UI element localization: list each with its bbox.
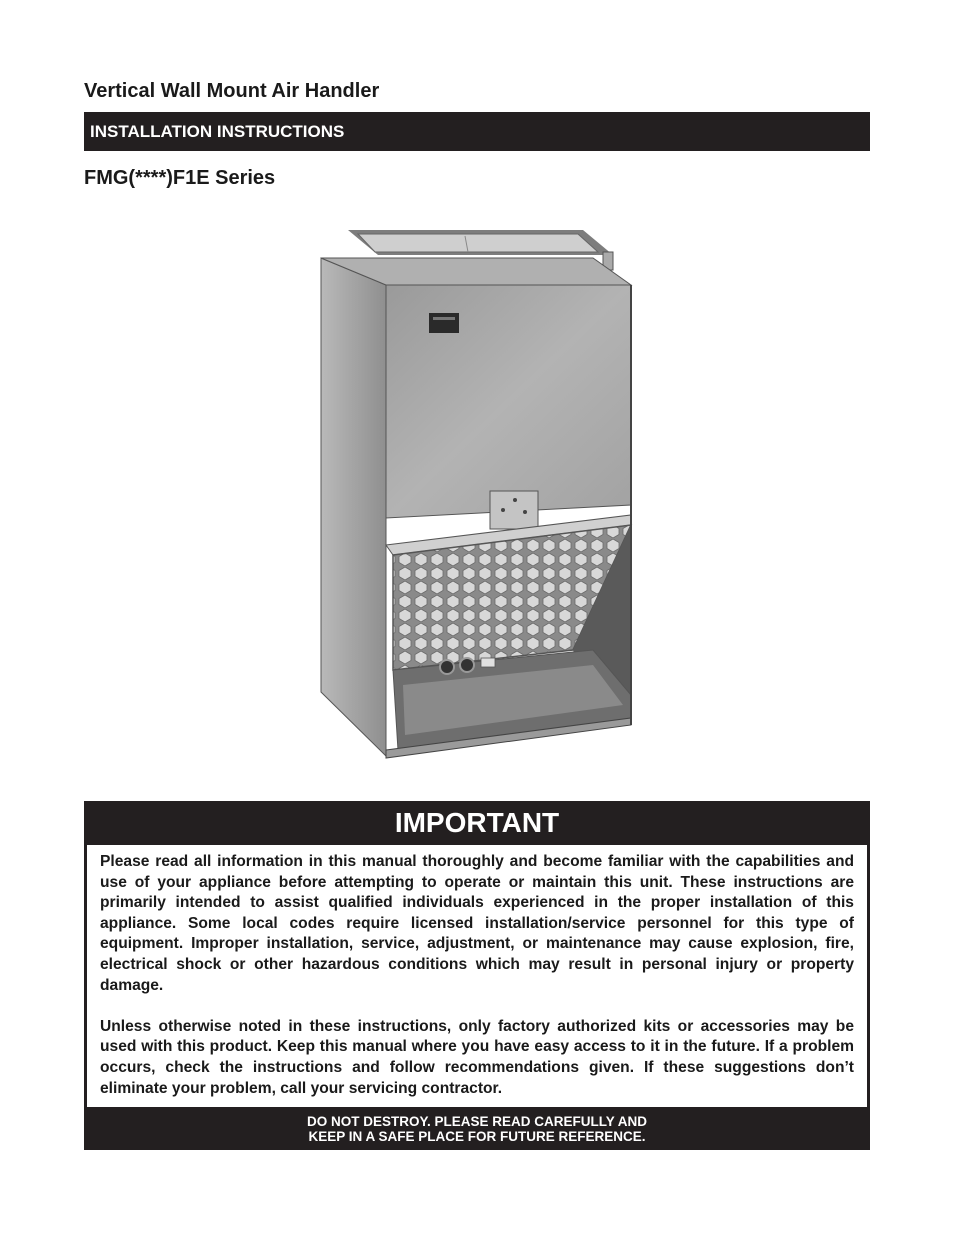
footer-line-2: KEEP IN A SAFE PLACE FOR FUTURE REFERENCE. bbox=[308, 1129, 646, 1144]
important-footer bbox=[84, 1114, 870, 1144]
important-paragraph-2: Unless otherwise noted in these instructions, only factory authorized kits or accessories may be used with this product. Keep this manual where you have easy access to it in the future. If a problem occurs, check the instructions and follow recommendations given. If these suggestions don’t eliminate your problem, call your servicing contractor. bbox=[100, 1017, 854, 1097]
important-body bbox=[87, 845, 867, 1107]
important-notice bbox=[84, 801, 870, 1150]
air-handler-photo bbox=[253, 160, 705, 796]
series-label: FMG(****)F1E Series bbox=[84, 167, 276, 189]
document-title: Vertical Wall Mount Air Handler bbox=[84, 80, 380, 102]
important-paragraph-1: Please read all information in this manual thoroughly and become familiar with the capabilities and use of your appliance before attempting to operate or maintain this unit. These instructions are primarily intended to assist qualified individuals experienced in the proper installation of this appliance. Some local codes require licensed installation/service personnel for this type of equipment. Improper installation, service, adjustment, or maintenance may cause explosion, fire, electrical shock or other hazardous conditions which may result in personal injury or property damage. bbox=[100, 853, 854, 994]
important-heading: IMPORTANT bbox=[394, 807, 560, 838]
footer-line-1: DO NOT DESTROY. PLEASE READ CAREFULLY AND bbox=[306, 1114, 648, 1129]
installation-instructions-bar: INSTALLATION INSTRUCTIONS bbox=[84, 112, 870, 151]
